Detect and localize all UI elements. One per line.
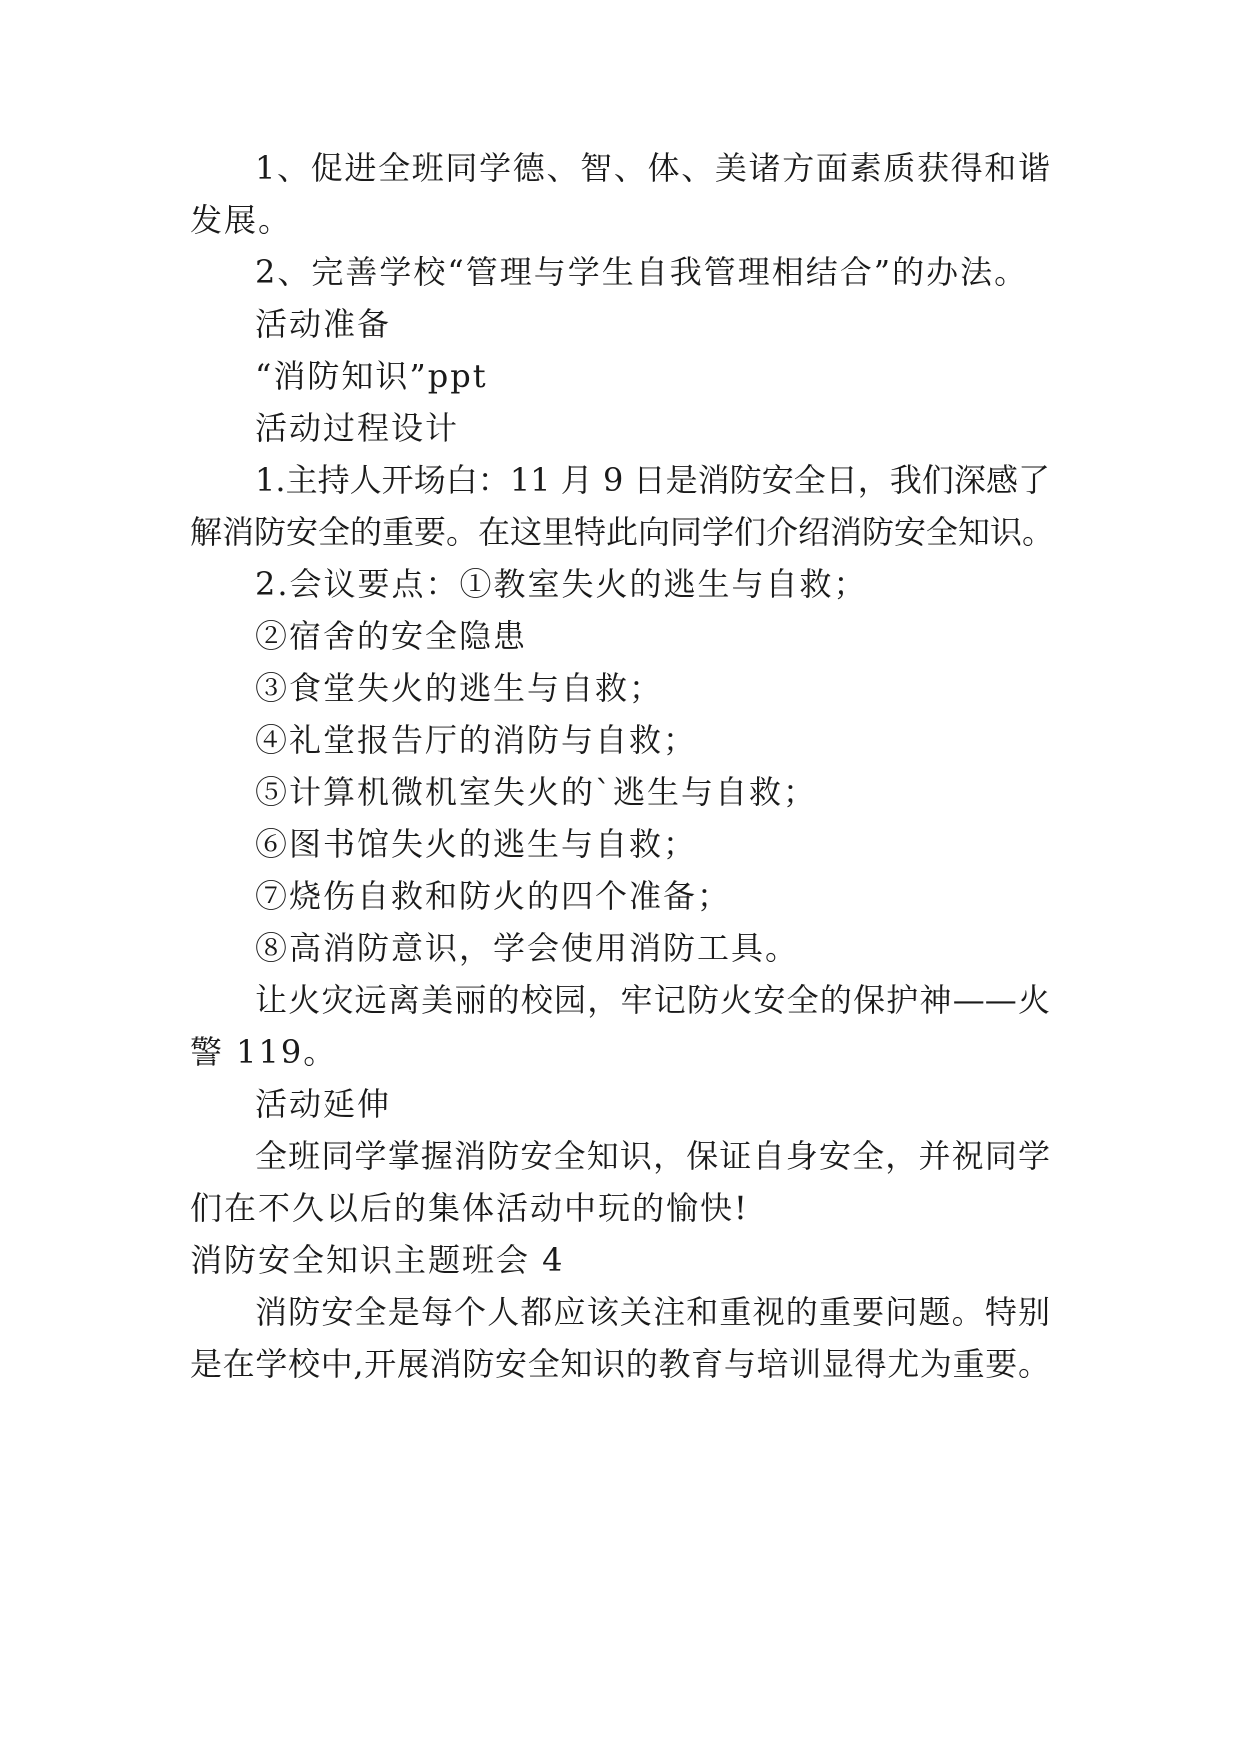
paragraph-line: 们在不久以后的集体活动中玩的愉快! <box>190 1189 749 1227</box>
list-item: ⑦烧伤自救和防火的四个准备； <box>255 877 732 915</box>
paragraph-line: 2、完善学校“管理与学生自我管理相结合”的办法。 <box>255 253 1029 291</box>
paragraph-line: 解消防安全的重要。在这里特此向同学们介绍消防安全知识。 <box>190 513 1055 551</box>
paragraph-line: 发展。 <box>190 201 293 239</box>
list-item: ③食堂失火的逃生与自救； <box>255 669 664 707</box>
paragraph-line: 1、促进全班同学德、智、体、美诸方面素质获得和谐 <box>255 149 1050 187</box>
paragraph-line: 1.主持人开场白：11 月 9 日是消防安全日，我们深感了 <box>255 461 1050 499</box>
document-title: 消防安全知识主题班会 4 <box>190 1241 565 1279</box>
paragraph-line: 消防安全是每个人都应该关注和重视的重要问题。特别 <box>255 1293 1050 1331</box>
list-item: ④礼堂报告厅的消防与自救； <box>255 721 698 759</box>
paragraph-line: 警 119。 <box>190 1033 338 1071</box>
list-item: ⑤计算机微机室失火的`逃生与自救； <box>255 773 818 811</box>
paragraph-line: 让火灾远离美丽的校园，牢记防火安全的保护神——火 <box>255 981 1050 1019</box>
paragraph-line: 全班同学掌握消防安全知识，保证自身安全，并祝同学 <box>255 1137 1050 1175</box>
paragraph-line: “消防知识”ppt <box>255 357 488 395</box>
list-item: ②宿舍的安全隐患 <box>255 617 528 655</box>
list-item: ⑥图书馆失火的逃生与自救； <box>255 825 698 863</box>
paragraph-line: 是在学校中,开展消防安全知识的教育与培训显得尤为重要。 <box>190 1345 1050 1383</box>
paragraph-line: 2.会议要点：①教室失火的逃生与自救； <box>255 565 868 603</box>
section-heading: 活动准备 <box>255 305 392 343</box>
section-heading: 活动延伸 <box>255 1085 392 1123</box>
list-item: ⑧高消防意识，学会使用消防工具。 <box>255 929 800 967</box>
section-heading: 活动过程设计 <box>255 409 460 447</box>
